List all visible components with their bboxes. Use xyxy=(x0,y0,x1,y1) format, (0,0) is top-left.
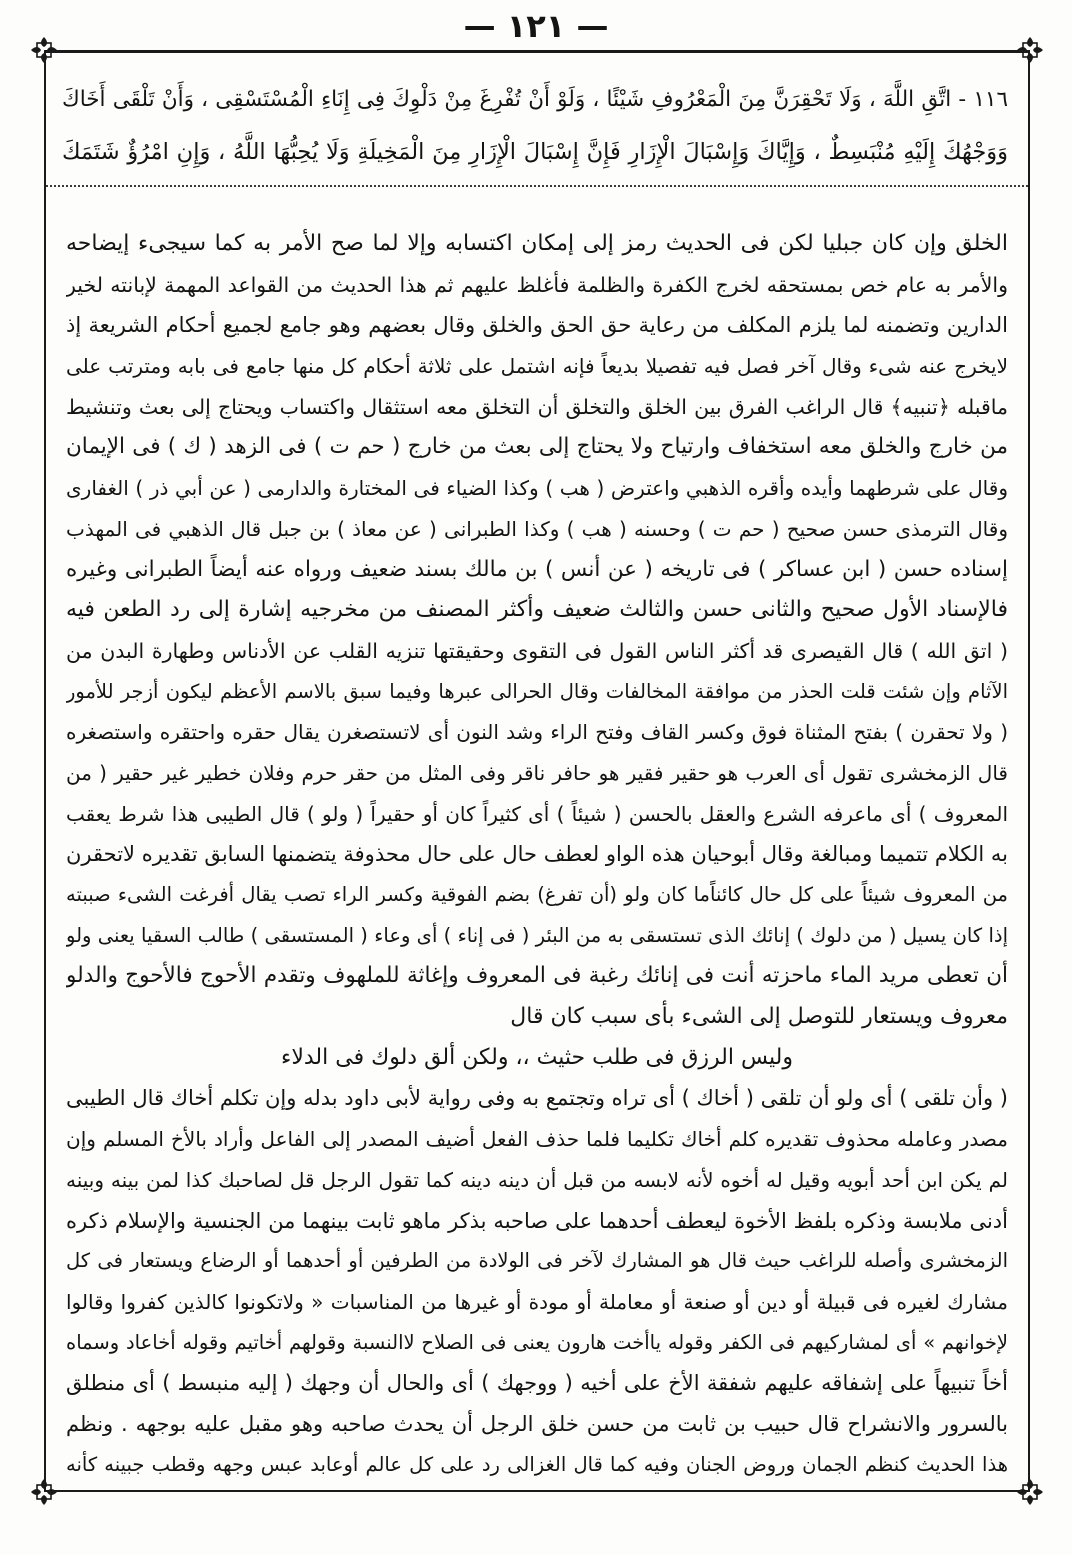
verse-line: وليس الرزق فى طلب حثيث ،، ولكن ألق دلوك فى الدلاء xyxy=(280,1044,793,1070)
commentary-line: إسناده حسن ( ابن عساكر ) فى تاريخه ( عن أنس ) بن مالك بسند ضعيف ورواه عنه أيضاً الطبرانى وغيره xyxy=(66,556,1008,582)
commentary-line: لايخرج عنه شىء وقال آخر فصل فيه تفصيلا بديعاً فإنه اشتمل على ثلاثة أحكام كل منها جامع فى بابه ومترتب على xyxy=(66,354,1008,379)
commentary-line: فالإسناد الأول صحيح والثانى حسن والثالث ضعيف وأكثر المصنف من مخرجيه إشارة إلى رد الطعن فيه xyxy=(66,597,1008,623)
commentary-line: معروف ويستعار للتوصل إلى الشىء بأى سبب كان قال xyxy=(510,1004,1008,1030)
hadith-line: وَوَجْهُكَ إِلَيْهِ مُنْبَسِطٌ ، وَإِيَّاكَ وَإِسْبَالَ الْإِزَارِ فَإِنَّ إِسْبَالَ الْإِزَارِ مِنَ الْمَخِيلَةِ وَلَا يُحِبُّهَا اللَّهُ ، وَإِنِ امْرُؤٌ شَتَمَكَ xyxy=(62,139,1008,165)
commentary-line: مشارك لغيره فى قبيلة أو دين أو صنعة أو معاملة أو مودة أو غيرها من المناسبات « ولاتكونوا كالذين كفروا وقالوا xyxy=(66,1289,1008,1314)
commentary-line: لإخوانهم » أى لمشاركيهم فى الكفر وقوله ياأخت هارون يعنى فى الصلاح لاالنسبة وقولهم أخاتيم وقوله أخاعاد وسماه xyxy=(66,1330,1008,1354)
commentary-text xyxy=(66,224,1008,1485)
commentary-line: من خارج والخلق معه استخفاف وارتياح ولا يحتاج إلى بعث من خارج ( حم ت ) فى الزهد ( ك ) فى الإيمان xyxy=(66,434,1008,460)
commentary-line: هذا الحديث كنظم الجمان وروض الجنان وفيه كما قال الغزالى رد على كل عالم أوعابد عبس وجهه وقطب جبينه كأنه xyxy=(66,1452,1008,1476)
dotted-separator xyxy=(46,185,1028,187)
commentary-line: الآثام وإن شئت قلت الحذر من موافقة المخالفات وقال الحرالى عبرها وفيما سبق بالاسم الأعظم ليكون أزجر للأمور xyxy=(66,679,1008,703)
hadith-line: ١١٦ - اتَّقِ اللَّهَ ، وَلَا تَحْقِرَنَّ مِنَ الْمَعْرُوفِ شَيْئًا ، وَلَوْ أَنْ تُفْرِغَ مِنْ دَلْوِكَ فِى إِنَاءِ الْمُسْتَسْقِى ، وَأَنْ تَلْقَى أَخَاكَ xyxy=(62,87,1008,112)
commentary-line: من المعروف شيئاً على كل حال كائناًما كان ولو (أن تفرغ) بضم الفوقية وكسر الراء تصب يقال أفرغت الشىء صببته xyxy=(66,883,1008,906)
corner-ornament-icon xyxy=(30,36,58,64)
hadith-text xyxy=(62,74,1008,178)
commentary-line: إذا كان يسيل ( من دلوك ) إنائك الذى تستسقى به من البئر ( فى إناء ) أى وعاء ( المستسقى ) طالب السقيا يعنى ولو xyxy=(66,923,1008,947)
commentary-line: بالسرور والانشراح قال حبيب بن ثابت من حسن خلق الرجل أن يحدث صاحبه وهو مقبل عليه بوجهه . ونظم xyxy=(66,1411,1008,1436)
commentary-line: أخاً تنبيهاً على إشفاقه عليهم شفقة الأخ على أخيه ( ووجهك ) أى والحال أن وجهك ( إليه منبسط ) أى منطلق xyxy=(66,1371,1008,1396)
commentary-line: الخلق وإن كان جبليا لكن فى الحديث رمز إلى إمكان اكتسابه وإلا لما صح الأمر به كما سيجىء إيضاحه xyxy=(66,231,1008,256)
commentary-line: وقال الترمذى حسن صحيح ( حم ت ) وحسنه ( هب ) وكذا الطبرانى ( عن معاذ ) بن جبل قال الذهبي فى المهذب xyxy=(66,516,1008,541)
commentary-line: أدنى ملابسة وذكره بلفظ الأخوة ليعطف أحدهما على صاحبه بذكر ماهو ثابت بينهما من الجنسية والإسلام ذكره xyxy=(66,1208,1008,1233)
commentary-line: أن تعطى مريد الماء ماحزته أنت فى إنائك رغبة فى المعروف وإغاثة للملهوف وتقدم الأحوج فالأحوج والدلو xyxy=(66,963,1008,989)
commentary-line: والأمر به عام خص بمستحقه لخرج الكفرة والظلمة فأغلظ عليهم ثم هذا الحديث من القواعد المهمة لإبانته لخير xyxy=(66,272,1008,297)
corner-ornament-icon xyxy=(30,1478,58,1506)
commentary-line: ( وأن تلقى ) أى ولو أن تلقى ( أخاك ) أى تراه وتجتمع به وفى رواية لأبى داود بدله وإن تكلم أخاك قال الطيبى xyxy=(66,1086,1008,1111)
commentary-line: ماقبله ﴿تنبيه﴾ قال الراغب الفرق بين الخلق والتخلق أن التخلق معه استثقال واكتساب ويحتاج إلى بعث وتنشيط xyxy=(66,394,1008,419)
commentary-line: المعروف ) أى ماعرفه الشرع والعقل بالحسن ( شيئاً ) أى كثيراً كان أو حقيراً ( ولو ) قال الطيبى هذا شرط يعقب xyxy=(66,801,1008,826)
corner-ornament-icon xyxy=(1016,36,1044,64)
commentary-line: به الكلام تتميما ومبالغة وقال أبوحيان هذه الواو لعطف حال على حال محذوفة يتضمنها السابق تقديره لاتحقرن xyxy=(66,842,1008,867)
commentary-line: الدارين وتضمنه لما يلزم المكلف من رعاية حق الحق والخلق وقال بعضهم وهو جامع لجميع أحكام الشريعة إذ xyxy=(66,313,1008,338)
commentary-line: ( اتق الله ) قال القيصرى قد أكثر الناس القول فى التقوى وحقيقتها تنزيه القلب عن الأدناس وطهارة البدن من xyxy=(66,638,1008,663)
commentary-line: لم يكن ابن أحد أبويه وقيل له أخوه لأنه لابسه من قبل أن دينه دينه كما تقول الرجل قل لصاحبك كذا لمن بينه وبينه xyxy=(66,1167,1008,1192)
page-number: — ١٢١ — xyxy=(463,7,609,45)
corner-ornament-icon xyxy=(1016,1478,1044,1506)
commentary-line: الزمخشرى وأصله للراغب حيث قال هو المشارك لآخر فى الولادة من الطرفين أو أحدهما أو الرضاع ويستعار فى كل xyxy=(66,1249,1008,1273)
commentary-line: وقال على شرطهما وأيده وأقره الذهبي واعترض ( هب ) وكذا الضياء فى المختارة والدارمى ( عن أبي ذر ) الغفارى xyxy=(66,476,1008,501)
commentary-line: ( ولا تحقرن ) بفتح المثناة فوق وكسر القاف وفتح الراء وشد النون أى لاتستصغرن يقال حقره واحتقره واستصغره xyxy=(66,720,1008,745)
commentary-line: قال الزمخشرى تقول أى العرب هو حقير فقير هو حافر ناقر وفى المثل من حقر حرم وفلان خطير غير حقير ( من xyxy=(66,760,1008,785)
commentary-line: مصدر وعامله محذوف تقديره كلم أخاك تكليما فلما حذف الفعل أضيف المصدر إلى الفاعل وأراد بالأخ المسلم وإن xyxy=(66,1127,1008,1152)
